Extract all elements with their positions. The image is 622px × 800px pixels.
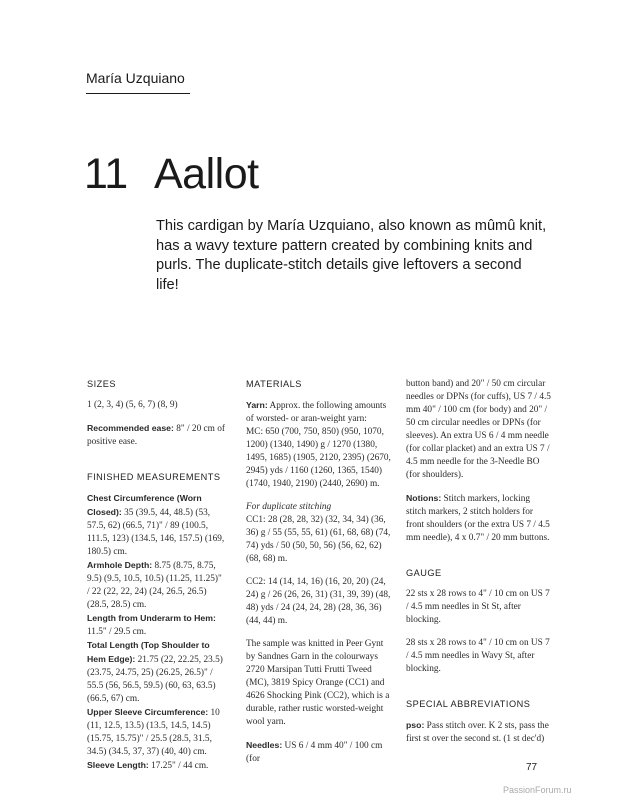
sleeve-length-label: Sleeve Length: bbox=[87, 760, 149, 770]
total-length-paragraph bbox=[87, 639, 225, 706]
total-length-label: Total Length (Top Shoulder to Hem Edge): bbox=[87, 640, 210, 664]
sizes-text: 1 (2, 3, 4) (5, 6, 7) (8, 9) bbox=[87, 400, 178, 410]
notions-text: Stitch markers, locking stitch markers, 2 stitch holders for front shoulders (or the extra US 7 / 4.5 mm needle), 4 x 0.7" / 20 mm buttons. bbox=[406, 494, 550, 543]
cc1-amounts: CC1: 28 (28, 28, 32) (32, 34, 34) (36, 36) g / 55 (55, 55, 61) (61, 68, 68) (74, 74) yds / 50 (50, 50, 56) (56, 62, 62) (68, 68) m. bbox=[246, 515, 391, 564]
armhole-label: Armhole Depth: bbox=[87, 560, 153, 570]
ease-text: 8" / 20 cm of positive ease. bbox=[87, 424, 225, 447]
length-underarm-text: 11.5" / 29.5 cm. bbox=[87, 627, 147, 637]
gauge-wavy-st: 28 sts x 28 rows to 4" / 10 cm on US 7 / 4.5 mm needles in Wavy St, after blocking. bbox=[406, 638, 550, 674]
pattern-name: Aallot bbox=[154, 150, 259, 198]
gauge-heading: GAUGE bbox=[406, 568, 442, 578]
total-length-text: 21.75 (22, 22.25, 23.5) (23.75, 24.75, 25) (26.25, 26.5)" / 55.5 (56, 56.5, 59.5) (60, 63, 63.5) (66.5, 67) cm. bbox=[87, 655, 223, 704]
sizes-heading: SIZES bbox=[87, 379, 117, 389]
notions-paragraph bbox=[406, 492, 552, 545]
yarn-paragraph bbox=[246, 399, 392, 426]
duplicate-stitching-label: For duplicate stitching bbox=[246, 502, 332, 512]
needles-continued: button band) and 20" / 50 cm circular needles or DPNs (for cuffs), US 7 / 4.5 mm 40" / 100 cm (for body) and 20" / 50 cm circular needles or DPNs (for sleeves). An extra US 6 / 4 mm needle (for collar placket) and an extra US 7 / 4.5 mm needle for the 3-Needle BO (for shoulders). bbox=[406, 379, 551, 480]
upper-sleeve-paragraph bbox=[87, 706, 225, 759]
yarn-label: Yarn: bbox=[246, 400, 268, 410]
finished-measurements-heading: FINISHED MEASUREMENTS bbox=[87, 472, 221, 482]
chest-paragraph bbox=[87, 492, 225, 559]
page-number: 77 bbox=[526, 762, 538, 773]
chest-label: Chest Circumference (Worn Closed): bbox=[87, 493, 202, 517]
needles-text: US 6 / 4 mm 40" / 100 cm (for bbox=[246, 741, 383, 764]
needles-label: Needles: bbox=[246, 740, 283, 750]
yarn-text: Approx. the following amounts of worsted- or aran-weight yarn: bbox=[246, 401, 387, 424]
pattern-number: 11 bbox=[84, 150, 128, 198]
author-name: María Uzquiano bbox=[86, 70, 185, 86]
length-underarm-paragraph bbox=[87, 612, 225, 639]
gauge-st-st: 22 sts x 28 rows to 4" / 10 cm on US 7 / 4.5 mm needles in St St, after blocking. bbox=[406, 589, 550, 625]
materials-heading: MATERIALS bbox=[246, 379, 302, 389]
pso-text: Pass stitch over. K 2 sts, pass the first st over the second st. (1 st dec'd) bbox=[406, 721, 549, 744]
notions-label: Notions: bbox=[406, 493, 442, 503]
armhole-text: 8.75 (8.75, 8.75, 9.5) (9.5, 10.5, 10.5) (11.25, 11.25)" / 22 (22, 22, 24) (24, 26.5, 26.5) (28.5, 28.5) cm. bbox=[87, 561, 222, 610]
upper-sleeve-label: Upper Sleeve Circumference: bbox=[87, 707, 209, 717]
ease-label: Recommended ease: bbox=[87, 423, 174, 433]
column-sizes-measurements bbox=[87, 378, 225, 773]
mc-amounts: MC: 650 (700, 750, 850) (950, 1070, 1200) (1340, 1490) g / 1270 (1380, 1495, 1685) (1905, 2120, 2395) (2670, 2945) yds / 1160 (1260, 1365, 1540) (1740, 1940, 2190) (2440, 2690) m. bbox=[246, 427, 391, 489]
sleeve-length-text: 17.25" / 44 cm. bbox=[148, 761, 209, 771]
length-underarm-label: Length from Underarm to Hem: bbox=[87, 613, 216, 623]
chest-text: 35 (39.5, 44, 48.5) (53, 57.5, 62) (66.5, 71)" / 89 (100.5, 111.5, 123) (134.5, 146, 157.5) (169, 180.5) cm. bbox=[87, 508, 225, 557]
watermark: PassionForum.ru bbox=[503, 785, 572, 795]
intro-paragraph: This cardigan by María Uzquiano, also known as mûmû knit, has a wavy texture pattern created by combining knits and purls. The duplicate-stitch details give leftovers a second life! bbox=[156, 218, 547, 293]
ease-paragraph bbox=[87, 422, 225, 449]
armhole-paragraph bbox=[87, 559, 225, 612]
cc2-amounts: CC2: 14 (14, 14, 16) (16, 20, 20) (24, 24) g / 26 (26, 26, 31) (31, 39, 39) (48, 48) yds / 24 (24, 24, 28) (28, 36, 36) (44, 44) m. bbox=[246, 577, 391, 626]
column-notions-gauge bbox=[406, 378, 552, 746]
author-underline bbox=[86, 93, 190, 94]
special-abbreviations-heading: SPECIAL ABBREVIATIONS bbox=[406, 699, 531, 709]
sleeve-length-paragraph bbox=[87, 759, 225, 773]
pso-label: pso: bbox=[406, 720, 425, 730]
pso-paragraph bbox=[406, 719, 552, 746]
column-materials bbox=[246, 378, 392, 766]
upper-sleeve-text: 10 (11, 12.5, 13.5) (13.5, 14.5, 14.5) (15.75, 15.75)" / 25.5 (28.5, 31.5, 34.5) (34.5, 37, 37) (40, 40) cm. bbox=[87, 708, 220, 757]
needles-paragraph bbox=[246, 739, 392, 766]
sample-paragraph: The sample was knitted in Peer Gynt by Sandnes Garn in the colourways 2720 Marsipan Tutti Frutti Tweed (MC), 3819 Spicy Orange (CC1) and 4626 Shocking Pink (CC2), which is a durable, rather rustic worsted-weight wool yarn. bbox=[246, 639, 390, 727]
